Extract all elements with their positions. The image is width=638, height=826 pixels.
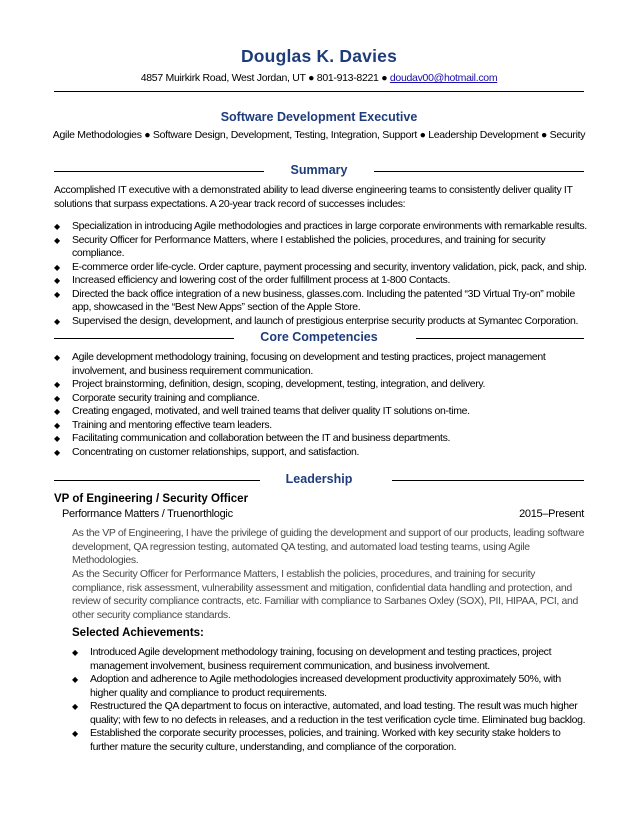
divider-right	[374, 171, 584, 172]
address: 4857 Muirkirk Road, West Jordan, UT	[140, 72, 306, 84]
list-item: ◆ Adoption and adherence to Agile methodologies increased development productivity approximately 50%, with higher quality and compliance to product requirements.	[72, 673, 561, 699]
bullet-icon: ◆	[72, 675, 78, 684]
list-item: ◆ Directed the back office integration of a new business, glasses.com. Including the patented “3D Virtual Try-on” mobile app, showcased in the “Best New Apps” section of the Apple Store.	[54, 287, 575, 313]
list-item: ◆ Project brainstorming, definition, design, scoping, development, testing, integration, and delivery.	[54, 378, 486, 390]
competencies-heading	[54, 330, 584, 346]
bullet-icon: ◆	[54, 447, 60, 457]
bullet-icon: ◆	[72, 729, 78, 738]
resume-name: Douglas K. Davies	[240, 46, 398, 66]
job-description-engineering: As the VP of Engineering, I have the privilege of guiding the development and support of our products, leading software development, QA regression testing, automated QA testing, and automated load testing teams, using Agile Methodologies.	[72, 527, 585, 566]
list-item: ◆ Creating engaged, motivated, and well trained teams that deliver quality IT solutions on-time.	[54, 405, 470, 417]
list-item: ◆ Concentrating on customer relationships, support, and satisfaction.	[54, 445, 360, 458]
summary-intro: Accomplished IT executive with a demonstrated ability to lead diverse engineering teams to consistently deliver quality IT solutions that surpass expectations. A 20-year track record of successes includes:	[54, 184, 573, 210]
employment-dates: 2015–Present	[519, 508, 584, 520]
list-item: ◆ Established the corporate security processes, policies, and training. Worked with key security stake holders to further mature the security culture, understanding, and compliance of the corporation.	[72, 727, 561, 753]
bullet-icon: ◆	[72, 702, 78, 711]
summary-heading	[54, 163, 584, 179]
list-item: ◆ Increased efficiency and lowering cost of the order fulfillment process at 1-800 Contacts.	[54, 274, 451, 286]
summary-heading-label: Summary	[290, 163, 348, 177]
achievements-heading: Selected Achievements:	[72, 627, 204, 639]
list-item: ◆ Agile development methodology training, focusing on development and testing practices, project management involvement, and business requirement communication.	[54, 351, 546, 377]
email-link[interactable]: doudav00@hotmail.com	[389, 72, 498, 84]
specialties-line: Agile Methodologies ● Software Design, Development, Testing, Integration, Support ● Leadership Development ● Security	[52, 129, 586, 141]
bullet-icon: ◆	[54, 380, 60, 389]
bullet-icon: ◆	[54, 222, 60, 231]
list-item: ◆ Restructured the QA department to focus on interactive, automated, and load testing. The result was much higher quality; with few to no defects in releases, and a reduction in the test verification cycle time. Eliminated bug backlog.	[72, 700, 586, 726]
divider-right	[416, 338, 584, 339]
bullet-icon: ◆	[54, 316, 60, 326]
competencies-list	[54, 351, 588, 459]
bullet-icon: ◆	[54, 407, 60, 416]
job-title: VP of Engineering / Security Officer	[54, 493, 249, 505]
phone: 801-913-8221	[316, 72, 379, 84]
bullet-icon: ◆	[54, 420, 60, 430]
divider-right	[392, 480, 584, 481]
separator-dot: ●	[308, 72, 315, 84]
professional-title: Software Development Executive	[220, 110, 418, 124]
list-item: ◆ E-commerce order life-cycle. Order capture, payment processing and security, inventory validation, pick, pack, and ship.	[54, 260, 587, 273]
bullet-icon: ◆	[72, 648, 78, 657]
leadership-heading-label: Leadership	[285, 472, 353, 486]
summary-list	[54, 220, 588, 328]
leadership-heading	[54, 472, 584, 488]
company-name: Performance Matters / Truenorthlogic	[62, 508, 233, 520]
bullet-icon: ◆	[54, 289, 60, 299]
list-item: ◆ Introduced Agile development methodology training, focusing on development and testing practices, project management involvement, business requirement communication, and business involvement.	[72, 646, 552, 672]
list-item: ◆ Corporate security training and compliance.	[54, 391, 260, 404]
list-item: ◆ Supervised the design, development, and launch of prestigious enterprise security products at Symantec Corporation.	[54, 314, 579, 327]
bullet-icon: ◆	[54, 235, 60, 245]
list-item: ◆ Specialization in introducing Agile methodologies and practices in large corporate environments with remarkable results.	[54, 220, 587, 232]
achievements-list	[72, 646, 586, 754]
list-item: ◆ Security Officer for Performance Matters, where I established the policies, procedures, and training for security compliance.	[54, 233, 546, 259]
competencies-heading-label: Core Competencies	[260, 330, 378, 344]
list-item: ◆ Facilitating communication and collaboration between the IT and business departments.	[54, 432, 451, 444]
job-description-security: As the Security Officer for Performance Matters, I establish the policies, procedures, and training for security compliance, risk assessment, vulnerability assessment and mitigation, confidential data handling and protection, and review of security compliance contracts, etc. Familiar with compliance to Sarbanes Oxley (SOX), PII, HIPAA, PCI, and other security compliance standards.	[72, 568, 578, 621]
separator-dot: ●	[381, 72, 388, 84]
contact-line	[0, 72, 638, 84]
list-item: ◆ Training and mentoring effective team leaders.	[54, 418, 272, 431]
bullet-icon: ◆	[54, 276, 60, 285]
bullet-icon: ◆	[54, 434, 60, 443]
bullet-icon: ◆	[54, 262, 60, 272]
bullet-icon: ◆	[54, 393, 60, 403]
header-divider	[54, 91, 584, 92]
bullet-icon: ◆	[54, 353, 60, 362]
